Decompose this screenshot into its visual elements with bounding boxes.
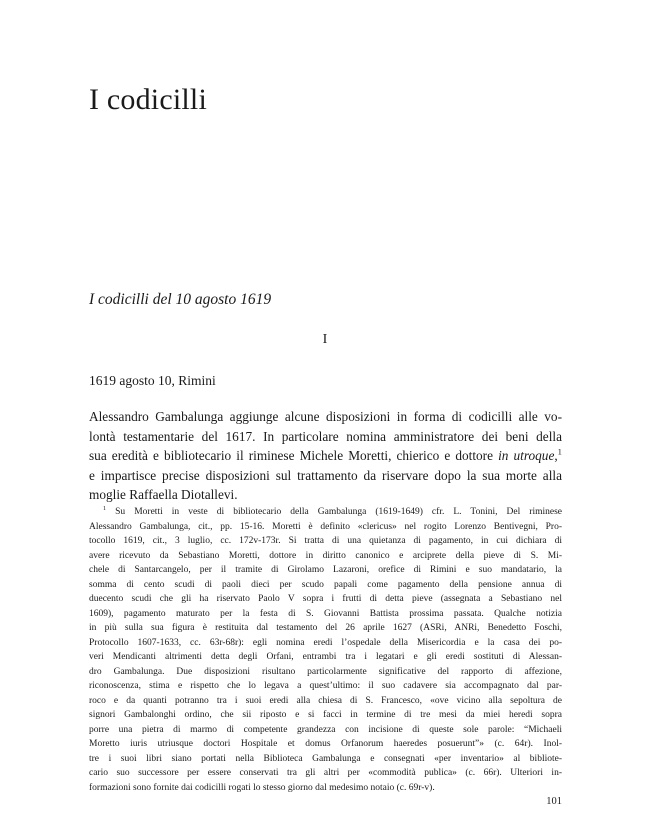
regest-line: lontà testamentarie del 1617. In particolare nomina amministratore dei beni della (89, 428, 562, 444)
footnote-line: veri Mendicanti altrimenti detta degli Orfani, entrambi tra i legatari e gli eredi sostituti di Alessan- (89, 652, 562, 662)
document-date: 1619 agosto 10, Rimini (89, 373, 216, 388)
regest-paragraph (89, 407, 562, 505)
footnote-line: Moretto iuris utriusque doctori Hospitale et domus Orfanorum haeredes posuerunt”» (c. 64r). Inol- (89, 739, 562, 749)
footnote-line: Protocollo 1607-1633, cc. 63r-68r): egli nomina eredi l’ospedale della Misericordia e la casa dei po- (89, 637, 562, 648)
footnote-line: 1609), pagamento maturato per la festa di S. Giovanni Battista prossima passata. Qualche notizia (89, 608, 562, 619)
footnote-line: tocollo 1619, cit., 3 luglio, cc. 172v-173r. Si tratta di una quietanza di pagamento, in cui dichiara di (89, 536, 562, 546)
footnote-line: Alessandro Gambalunga, cit., pp. 15-16. Moretti è definito «clericus» nel rogito Lorenzo Bentivegni, Pro- (89, 521, 562, 532)
regest-line: sua eredità e bibliotecario il riminese Michele Moretti, chierico e dottore in utroque,$^1$ (89, 446, 562, 463)
footnote-line: tre i suoi libri siano portati nella Biblioteca Gambalunga e consegnati «per inventario» al bibliote- (89, 753, 562, 764)
footnote-line: somma di cento scudi di paoli dieci per scudo papali come pagamento della pensione annua di (89, 579, 562, 590)
footnote-line: roco e da quanti potranno tra i suoi eredi alla chiesa di S. Francesco, «ove vicino alla sepoltura de (89, 695, 562, 706)
regest-italic-phrase: in utroque (498, 448, 555, 463)
footnote-line: $^1$ Su Moretti in veste di bibliotecario della Gambalunga (1619-1649) cfr. L. Tonini, Del riminese (103, 505, 562, 517)
footnote-line: dro Gambalunga. Due disposizioni risultano particolarmente significative del rapporto di affezione, (89, 666, 562, 677)
document-number: I (322, 332, 328, 347)
chapter-title: I codicilli (89, 83, 207, 116)
regest-line-text: sua eredità e bibliotecario il riminese Michele Moretti, chierico e dottore (89, 448, 499, 463)
footnote-line: duecento scudi che gli ha riservato Paolo V sopra i frutti di detta pieve (assegnata a Sebastiano nel (89, 594, 562, 604)
footnote-line: porre una pietra di marmo di competente grandezza con incisione di queste sole parole: “Michaeli (89, 724, 562, 735)
regest-line: Alessandro Gambalunga aggiunge alcune disposizioni in forma di codicilli alle vo- (89, 409, 562, 424)
footnote-line: in più sulla sua figura è restituita dal testamento del 26 aprile 1627 (ASRi, ANRi, Benedetto Foschi, (89, 623, 562, 633)
footnote (89, 505, 562, 795)
footnote-marker: 1 (103, 505, 107, 512)
footnote-line: chele di Santarcangelo, per il tramite di Girolamo Lazaroni, orefice di Rimini e suo mandatario, la (89, 565, 562, 575)
regest-line: moglie Raffaella Diotallevi. (89, 487, 238, 502)
footnote-line: avere ricevuto da Sebastiano Moretti, dottore in diritto canonico e arciprete della pieve di S. Mi- (89, 550, 562, 561)
footnote-line: cario suo successore per essere conservati tra gli altri per «commodità publica» (c. 66r). Ulteriori in- (89, 768, 562, 778)
footnote-line: riconoscenza, stima e rispetto che lo legava a quest’ultimo: il suo cadavere sia accompagnato dal par- (89, 681, 562, 691)
section-title: I codicilli del 10 agosto 1619 (89, 291, 272, 308)
footnote-reference[interactable]: 1 (557, 446, 562, 457)
footnote-line: signori Gambalonghi ordino, che sii riposto e si facci in termine di tre mesi da miei heredi sopra (89, 710, 562, 720)
regest-line: e impartisce precise disposizioni sul trattamento da riservare dopo la sua morte alla (89, 467, 562, 483)
page-number: 101 (546, 796, 562, 807)
footnote-line: formazioni sono fornite dai codicilli rogati lo stesso giorno dal medesimo notaio (c. 69r-v). (89, 782, 435, 793)
